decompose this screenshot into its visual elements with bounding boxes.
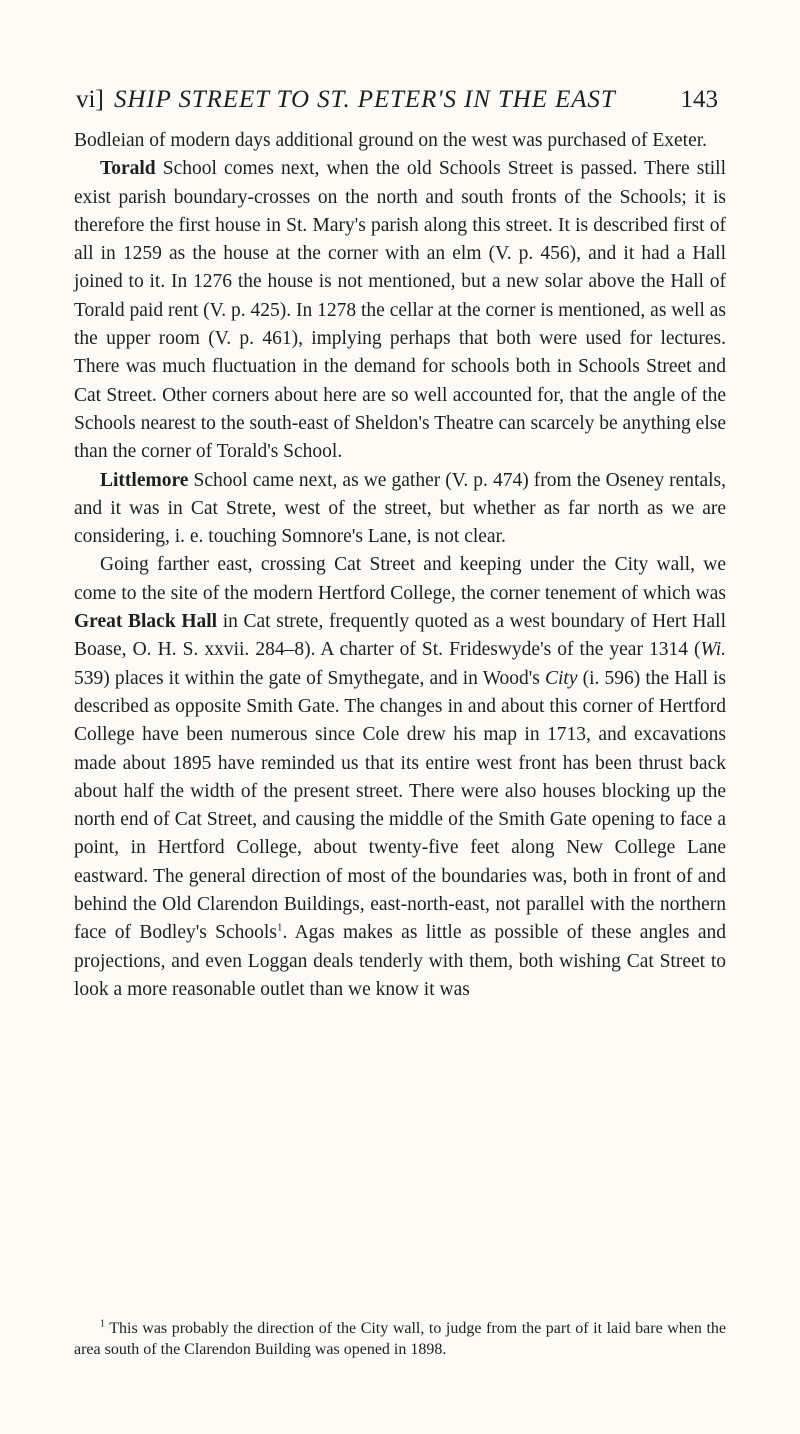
body-text: [74, 127, 726, 1004]
footnote-reference: 1: [276, 921, 283, 934]
paragraph-gbh-text-a: Going farther east, crossing Cat Street and keeping under the City wall, we come to the site of the modern Hertford College, the corner tenement of which was: [74, 554, 726, 604]
paragraph-gbh-text-b: in Cat strete, frequently quoted as a west boundary of Hert Hall Boase, O. H. S. xxvii. 284–8). A charter of St. Frideswyde's of the year 1314 (: [74, 611, 727, 661]
running-header: [76, 80, 718, 120]
paragraph-torald-text: School comes next, when the old Schools Street is passed. There still exist parish boundary-crosses on the north and south fronts of the Schools; it is therefore the first house in St. Mary's parish along this street. It is described first of all in 1259 as the house at the corner with an elm (V. p. 456), and it had a Hall joined to it. In 1276 the house is not mentioned, but a new solar above the Hall of Torald paid rent (V. p. 425). In 1278 the cellar at the corner is mentioned, as well as the upper room (V. p. 461), implying perhaps that both were used for lectures. There was much fluctuation in the demand for schools both in Schools Street and Cat Street. Other corners about here are so well accounted for, that the angle of the Schools nearest to the south-east of Sheldon's Theatre can scarcely be anything else than the corner of Torald's School.: [74, 158, 726, 463]
heading-torald: Torald: [100, 158, 156, 180]
chapter-marker: vi]: [76, 86, 104, 113]
paragraph-1: Bodleian of modern days additional ground on the west was purchased of Exeter.: [74, 130, 708, 151]
paragraph-littlemore: [74, 467, 726, 552]
paragraph-great-black-hall: [74, 551, 726, 1004]
title-city: City: [545, 667, 578, 689]
footnote-text: This was probably the direction of the City wall, to judge from the part of it laid bare when the area south of the Clarendon Building was opened in 1898.: [74, 1320, 726, 1358]
page-number: 143: [680, 86, 718, 113]
paragraph-gbh-text-c: 539) places it within the gate of Smythegate, and in Wood's: [74, 667, 545, 689]
paragraph-gbh-text-d: (i. 596) the Hall is described as opposite Smith Gate. The changes in and about this corner of Hertford College have been numerous since Cole drew his map in 1713, and excavations made about 1895 have reminded us that its entire west front has been thrust back about half the width of the present street. There were also houses blocking up the north end of Cat Street, and causing the middle of the Smith Gate opening to face a point, in Hertford College, about twenty-five feet along New College Lane eastward. The general direction of most of the boundaries was, both in front of and behind the Old Clarendon Buildings, east-north-east, not parallel with the northern face of Bodley's Schools: [74, 667, 726, 944]
heading-littlemore: Littlemore: [100, 469, 189, 491]
paragraph-torald: [74, 155, 726, 466]
footnote: [74, 1318, 726, 1360]
abbrev-wi: Wi.: [700, 639, 726, 661]
paragraph-littlemore-text: School came next, as we gather (V. p. 474) from the Oseney rentals, and it was in Cat Strete, west of the street, but whether as far north as we are considering, i. e. touching Somnore's Lane, is not clear.: [74, 469, 726, 548]
footnote-mark: 1: [100, 1318, 105, 1330]
paragraph-gbh-text-e: . Agas makes as little as possible of these angles and projections, and even Loggan deals tenderly with them, both wishing Cat Street to look a more reasonable outlet than we know it was: [74, 922, 727, 1000]
heading-great-black-hall: Great Black Hall: [74, 611, 218, 633]
running-title: SHIP STREET TO ST. PETER'S IN THE EAST: [114, 86, 616, 113]
